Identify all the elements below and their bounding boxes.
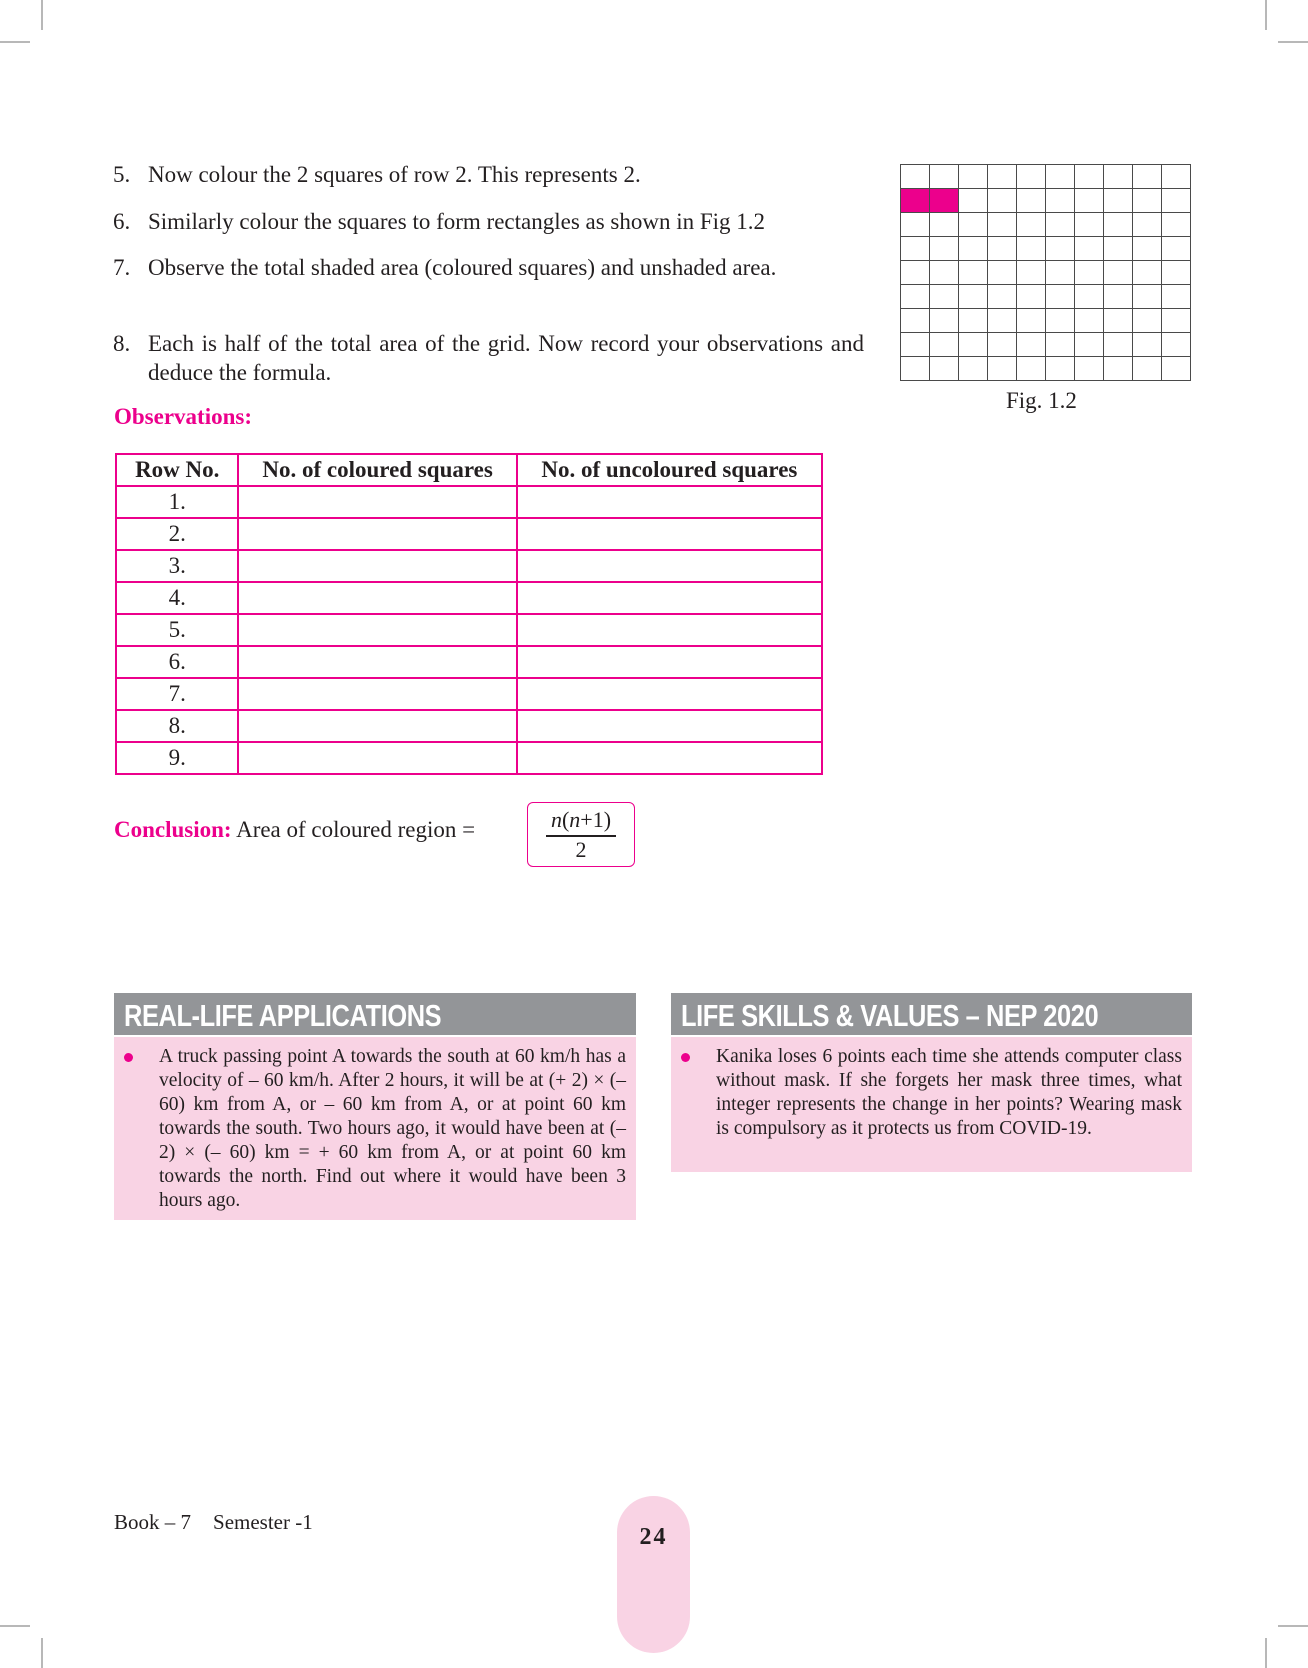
crop-mark xyxy=(0,41,30,43)
grid-row xyxy=(901,213,1191,237)
grid-cell xyxy=(959,285,988,309)
grid-cell xyxy=(988,333,1017,357)
conclusion-text: Area of coloured region = xyxy=(236,817,476,842)
grid-cell xyxy=(1046,309,1075,333)
grid-cell xyxy=(930,333,959,357)
grid-cell xyxy=(930,357,959,381)
life-skills-box xyxy=(671,993,1192,1172)
grid-cell xyxy=(930,261,959,285)
uncoloured-cell[interactable] xyxy=(517,678,822,710)
grid-cell xyxy=(959,261,988,285)
grid-cell xyxy=(901,261,930,285)
table-row xyxy=(116,678,822,710)
grid-cell xyxy=(1075,333,1104,357)
coloured-cell[interactable] xyxy=(238,486,516,518)
grid-cell xyxy=(1075,165,1104,189)
grid-cell xyxy=(1017,213,1046,237)
crop-mark xyxy=(41,0,43,30)
grid-cell xyxy=(901,237,930,261)
grid-cell xyxy=(1104,333,1133,357)
grid-cell xyxy=(988,357,1017,381)
grid-cell xyxy=(1075,189,1104,213)
grid-cell xyxy=(1046,189,1075,213)
grid-cell xyxy=(1133,165,1162,189)
grid-cell xyxy=(988,309,1017,333)
grid-cell xyxy=(930,309,959,333)
grid-cell xyxy=(1104,237,1133,261)
grid-cell xyxy=(1162,333,1191,357)
footer-book-info xyxy=(114,1510,313,1535)
table-row xyxy=(116,614,822,646)
grid-cell xyxy=(959,213,988,237)
grid-cell xyxy=(1017,237,1046,261)
coloured-cell[interactable] xyxy=(238,742,516,774)
grid-cell xyxy=(1104,189,1133,213)
formula-numerator: n(n+1) xyxy=(550,807,612,832)
bullet-icon xyxy=(681,1053,690,1062)
grid-cell xyxy=(988,189,1017,213)
grid-cell xyxy=(1046,165,1075,189)
grid-cell xyxy=(1162,189,1191,213)
row-number: 7. xyxy=(116,678,238,710)
row-number: 6. xyxy=(116,646,238,678)
grid-cell xyxy=(1133,357,1162,381)
column-header-row-no: Row No. xyxy=(116,454,238,486)
crop-mark xyxy=(1278,1625,1308,1627)
uncoloured-cell[interactable] xyxy=(517,518,822,550)
conclusion-label: Conclusion: xyxy=(114,817,232,842)
semester-label: Semester -1 xyxy=(213,1510,313,1534)
step-number: 7. xyxy=(113,255,131,280)
step-text: Now colour the 2 squares of row 2. This represents 2. xyxy=(148,162,641,187)
grid-cell xyxy=(1104,261,1133,285)
row-number: 4. xyxy=(116,582,238,614)
grid-cell xyxy=(1162,285,1191,309)
grid-cell xyxy=(1162,237,1191,261)
grid-row xyxy=(901,237,1191,261)
uncoloured-cell[interactable] xyxy=(517,582,822,614)
bullet-icon xyxy=(124,1053,133,1062)
grid-cell xyxy=(1075,261,1104,285)
grid-cell xyxy=(988,165,1017,189)
grid-cell xyxy=(1133,237,1162,261)
grid-cell xyxy=(1162,165,1191,189)
grid-cell-coloured xyxy=(901,189,930,213)
uncoloured-cell[interactable] xyxy=(517,742,822,774)
grid-cell xyxy=(1075,237,1104,261)
grid-cell xyxy=(988,285,1017,309)
grid-cell xyxy=(930,285,959,309)
crop-mark xyxy=(1278,41,1308,43)
coloured-cell[interactable] xyxy=(238,582,516,614)
life-skills-title: LIFE SKILLS & VALUES – NEP 2020 xyxy=(671,993,1192,1037)
step-number: 6. xyxy=(113,209,131,234)
grid-cell xyxy=(930,213,959,237)
grid-cell xyxy=(1017,165,1046,189)
grid-cell xyxy=(1046,357,1075,381)
grid-cell xyxy=(1104,357,1133,381)
grid-cell xyxy=(959,309,988,333)
table-row xyxy=(116,742,822,774)
grid-row xyxy=(901,165,1191,189)
row-number: 3. xyxy=(116,550,238,582)
life-skills-text: Kanika loses 6 points each time she attends computer class without mask. If she forgets her mask three times, what integer represents the change in her points? Wearing mask is compulsory as it protects us from COVID-19. xyxy=(716,1046,1182,1139)
grid-cell xyxy=(1162,213,1191,237)
grid-cell xyxy=(1104,213,1133,237)
grid-cell-coloured xyxy=(930,189,959,213)
step-6 xyxy=(113,207,864,236)
coloured-cell[interactable] xyxy=(238,614,516,646)
grid-cell xyxy=(1046,237,1075,261)
column-header-coloured: No. of coloured squares xyxy=(238,454,516,486)
grid-cell xyxy=(1104,285,1133,309)
row-number: 5. xyxy=(116,614,238,646)
table-row xyxy=(116,582,822,614)
step-7 xyxy=(113,253,864,282)
grid-row xyxy=(901,357,1191,381)
uncoloured-cell[interactable] xyxy=(517,486,822,518)
coloured-cell[interactable] xyxy=(238,550,516,582)
grid-cell xyxy=(1133,213,1162,237)
grid-cell xyxy=(1162,309,1191,333)
step-text: Each is half of the total area of the grid. Now record your observations and deduce the formula. xyxy=(148,331,864,385)
grid-cell xyxy=(930,237,959,261)
grid-cell xyxy=(1046,285,1075,309)
coloured-cell[interactable] xyxy=(238,710,516,742)
grid-cell xyxy=(930,165,959,189)
grid-cell xyxy=(959,333,988,357)
grid-row xyxy=(901,309,1191,333)
grid-cell xyxy=(901,285,930,309)
grid-cell xyxy=(1017,285,1046,309)
coloured-cell[interactable] xyxy=(238,646,516,678)
grid-cell xyxy=(1104,309,1133,333)
table-row xyxy=(116,550,822,582)
row-number: 2. xyxy=(116,518,238,550)
step-text: Similarly colour the squares to form rectangles as shown in Fig 1.2 xyxy=(148,209,766,234)
square-grid-figure xyxy=(900,164,1191,381)
figure-caption: Fig. 1.2 xyxy=(1006,388,1077,413)
grid-cell xyxy=(1046,333,1075,357)
page-number: 24 xyxy=(639,1524,668,1550)
grid-cell xyxy=(959,189,988,213)
observations-heading: Observations: xyxy=(114,404,252,429)
grid-cell xyxy=(1162,357,1191,381)
grid-cell xyxy=(1133,309,1162,333)
step-8 xyxy=(113,329,864,387)
table-row xyxy=(116,646,822,678)
crop-mark xyxy=(1265,0,1267,30)
grid-cell xyxy=(988,213,1017,237)
grid-cell xyxy=(1162,261,1191,285)
grid-cell xyxy=(959,357,988,381)
crop-mark xyxy=(1265,1638,1267,1668)
step-number: 5. xyxy=(113,162,131,187)
grid-cell xyxy=(1133,285,1162,309)
step-5 xyxy=(113,160,864,189)
grid-row xyxy=(901,285,1191,309)
crop-mark xyxy=(0,1625,30,1627)
grid-row xyxy=(901,333,1191,357)
grid-cell xyxy=(959,165,988,189)
grid-cell xyxy=(901,213,930,237)
coloured-cell[interactable] xyxy=(238,518,516,550)
table-row xyxy=(116,486,822,518)
grid-cell xyxy=(1104,165,1133,189)
real-life-applications-title: REAL-LIFE APPLICATIONS xyxy=(114,993,636,1037)
grid-cell xyxy=(1046,213,1075,237)
grid-cell xyxy=(1046,261,1075,285)
observations-table xyxy=(115,453,823,775)
formula-denominator: 2 xyxy=(575,837,587,862)
page-number-tab xyxy=(617,1496,690,1653)
table-row xyxy=(116,518,822,550)
grid-cell xyxy=(1133,333,1162,357)
book-label: Book – 7 xyxy=(114,1510,192,1534)
uncoloured-cell[interactable] xyxy=(517,550,822,582)
grid-cell xyxy=(988,261,1017,285)
grid-row xyxy=(901,261,1191,285)
row-number: 1. xyxy=(116,486,238,518)
grid-cell xyxy=(1075,213,1104,237)
grid-cell xyxy=(1017,261,1046,285)
uncoloured-cell[interactable] xyxy=(517,646,822,678)
formula-box xyxy=(527,802,635,867)
conclusion-line xyxy=(114,817,475,843)
uncoloured-cell[interactable] xyxy=(517,710,822,742)
step-text: Observe the total shaded area (coloured squares) and unshaded area. xyxy=(148,255,777,280)
grid-row xyxy=(901,189,1191,213)
row-number: 8. xyxy=(116,710,238,742)
real-life-applications-box xyxy=(114,993,636,1220)
grid-cell xyxy=(959,237,988,261)
grid-cell xyxy=(1075,357,1104,381)
grid-cell xyxy=(901,309,930,333)
row-number: 9. xyxy=(116,742,238,774)
grid-cell xyxy=(1017,309,1046,333)
crop-mark xyxy=(41,1638,43,1668)
grid-cell xyxy=(1017,189,1046,213)
grid-cell xyxy=(1133,261,1162,285)
table-header-row xyxy=(116,454,822,486)
grid-cell xyxy=(988,237,1017,261)
table-row xyxy=(116,710,822,742)
grid-cell xyxy=(1017,333,1046,357)
grid-cell xyxy=(1075,285,1104,309)
step-number: 8. xyxy=(113,331,131,356)
coloured-cell[interactable] xyxy=(238,678,516,710)
grid-cell xyxy=(901,357,930,381)
grid-cell xyxy=(1133,189,1162,213)
grid-cell xyxy=(1075,309,1104,333)
real-life-applications-text: A truck passing point A towards the south at 60 km/h has a velocity of – 60 km/h. After 2 hours, it will be at (+ 2) × (– 60) km from A, or – 60 km from A, or at point 60 km towards the south. Two hours ago, it would have been at (– 2) × (– 60) km = + 60 km from A, or at point 60 km towards the north. Find out where it would have been 3 hours ago. xyxy=(159,1046,626,1211)
grid-cell xyxy=(901,165,930,189)
grid-cell xyxy=(1017,357,1046,381)
grid-cell xyxy=(901,333,930,357)
column-header-uncoloured: No. of uncoloured squares xyxy=(517,454,822,486)
uncoloured-cell[interactable] xyxy=(517,614,822,646)
